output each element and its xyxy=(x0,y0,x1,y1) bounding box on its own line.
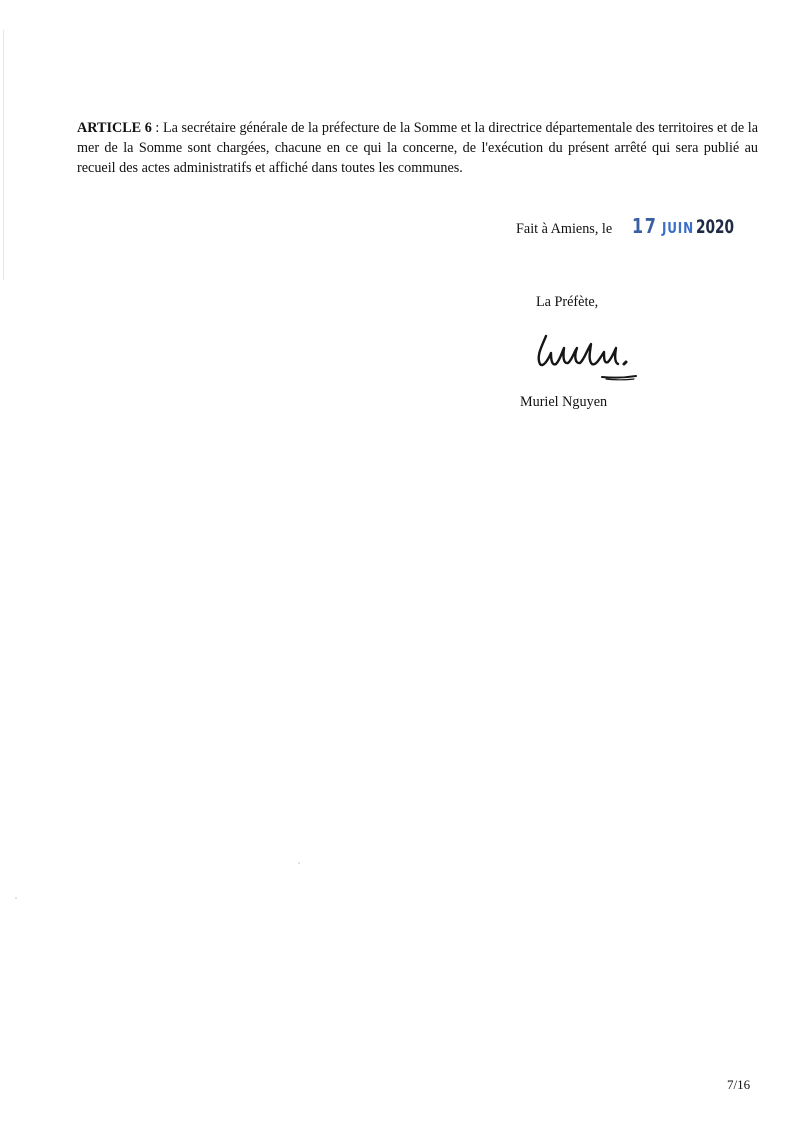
date-stamp-year: 2020 xyxy=(696,216,735,238)
article-separator: : xyxy=(151,120,163,136)
page-number: 7/16 xyxy=(727,1077,751,1092)
article-label: ARTICLE 6 xyxy=(77,120,152,136)
article-6-paragraph xyxy=(77,118,758,178)
date-stamp-month: JUIN xyxy=(662,219,694,237)
scan-speck xyxy=(298,862,300,864)
scan-speck xyxy=(15,897,17,899)
date-stamp xyxy=(632,214,749,240)
place-and-date-line: Fait à Amiens, le xyxy=(516,221,613,237)
handwritten-signature xyxy=(530,326,650,388)
article-text: La secrétaire générale de la préfecture de la Somme et la directrice départementale des territoires et de la mer de la Somme sont chargées, chacune en ce qui la concerne, de l'exécution du présent arrêté qui sera publié au recueil des actes administratifs et affiché dans toutes les communes. xyxy=(77,120,759,176)
date-stamp-day: 17 xyxy=(632,214,658,238)
scan-edge-line xyxy=(3,30,4,280)
signatory-role: La Préfète, xyxy=(536,294,599,310)
signatory-name: Muriel Nguyen xyxy=(520,394,608,410)
